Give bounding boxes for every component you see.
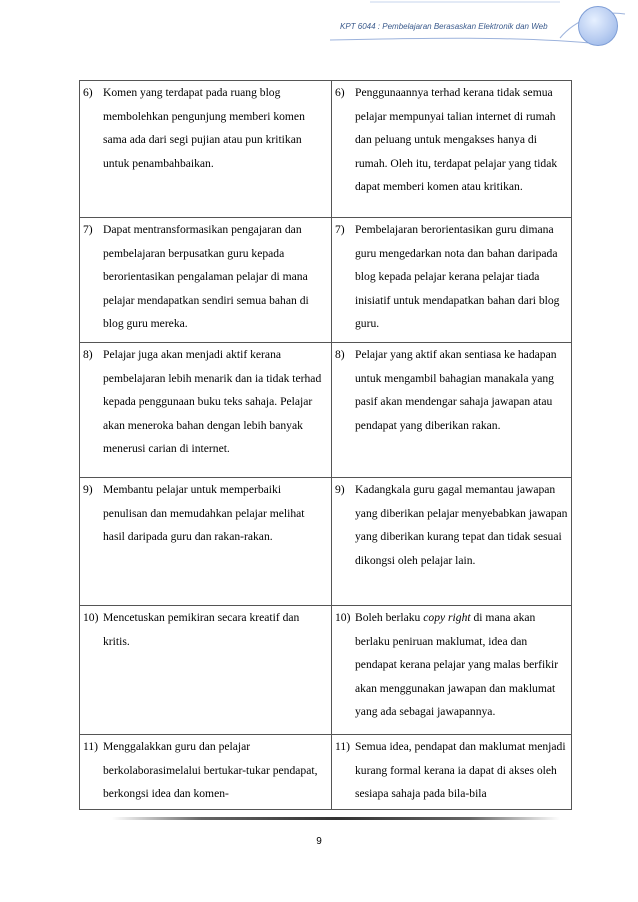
- table-row: [80, 218, 572, 343]
- item-text-part: di mana akan berlaku peniruan maklumat, idea dan pendapat kerana pelajar yang malas berfikir akan menggunakan jawapan dan maklumat yang ada sebagai jawapannya.: [355, 611, 559, 718]
- item-number: 8): [83, 348, 93, 361]
- table-row: [80, 735, 572, 810]
- table-cell-right: [332, 81, 572, 218]
- item-text: Dapat mentransformasikan pengajaran dan pembelajaran berpusatkan guru kepada berorientasikan pengalaman pelajar di mana pelajar mendapatkan sendiri semua bahan di blog guru mereka.: [103, 223, 309, 330]
- item-number: 11): [83, 740, 99, 753]
- table-cell-left: [80, 478, 332, 606]
- table-cell-left: [80, 343, 332, 478]
- item-number: 7): [335, 223, 345, 236]
- item-number: 9): [335, 483, 345, 496]
- item-text: Membantu pelajar untuk memperbaiki penulisan dan memudahkan pelajar melihat hasil daripada guru dan rakan-rakan.: [103, 483, 305, 543]
- item-number: 6): [335, 86, 345, 99]
- table-row: [80, 343, 572, 478]
- item-text: Semua idea, pendapat dan maklumat menjadi kurang formal kerana ia dapat di akses oleh sesiapa sahaja pada bila-bila: [355, 740, 566, 800]
- table-cell-right: [332, 735, 572, 810]
- comparison-table: [79, 80, 572, 810]
- item-text-part: Boleh berlaku: [355, 611, 424, 624]
- table-row: [80, 81, 572, 218]
- item-number: 7): [83, 223, 93, 236]
- document-header-title: KPT 6044 : Pembelajaran Berasaskan Elektronik dan Web: [340, 22, 548, 31]
- item-number: 6): [83, 86, 93, 99]
- item-text: Pembelajaran berorientasikan guru dimana guru mengedarkan nota dan bahan daripada blog kepada pelajar kerana pelajar tiada inisiatif untuk mendapatkan bahan dari blog guru.: [355, 223, 560, 330]
- item-text: Pelajar yang aktif akan sentiasa ke hadapan untuk mengambil bahagian manakala yang pasif akan mendengar sahaja jawapan atau pendapat yang diberikan rakan.: [355, 348, 557, 432]
- item-text: Kadangkala guru gagal memantau jawapan yang diberikan pelajar menyebabkan jawapan yang diberikan kurang tepat dan tidak sesuai dikongsi oleh pelajar lain.: [355, 483, 568, 567]
- table-cell-right: [332, 606, 572, 735]
- table-cell-left: [80, 81, 332, 218]
- table-row: [80, 478, 572, 606]
- table-cell-right: [332, 218, 572, 343]
- item-text: Komen yang terdapat pada ruang blog membolehkan pengunjung memberi komen sama ada dari segi pujian atau pun kritikan untuk penambahbaikan.: [103, 86, 305, 170]
- table-cell-left: [80, 735, 332, 810]
- item-text: Menggalakkan guru dan pelajar berkolaborasimelalui bertukar-tukar pendapat, berkongsi idea dan komen-: [103, 740, 318, 800]
- item-number: 10): [335, 611, 351, 624]
- item-text: Pelajar juga akan menjadi aktif kerana pembelajaran lebih menarik dan ia tidak terhad kepada penggunaan buku teks sahaja. Pelajar akan meneroka bahan dengan lebih banyak menerusi carian di internet.: [103, 348, 322, 455]
- item-text: Mencetuskan pemikiran secara kreatif dan kritis.: [103, 611, 300, 648]
- item-number: 9): [83, 483, 93, 496]
- item-number: 10): [83, 611, 99, 624]
- table-row: [80, 606, 572, 735]
- item-number: 11): [335, 740, 351, 753]
- header-circle-decoration: [578, 6, 618, 46]
- footer-divider: [112, 817, 560, 820]
- table-cell-right: [332, 478, 572, 606]
- copyright-italic-term: copy right: [423, 611, 471, 624]
- table-cell-right: [332, 343, 572, 478]
- item-text: [355, 606, 568, 724]
- page-number: 9: [316, 836, 322, 847]
- table-cell-left: [80, 218, 332, 343]
- item-number: 8): [335, 348, 345, 361]
- table-cell-left: [80, 606, 332, 735]
- item-text: Penggunaannya terhad kerana tidak semua pelajar mempunyai talian internet di rumah dan peluang untuk mengakses hanya di rumah. Oleh itu, terdapat pelajar yang tidak dapat memberi komen atau kritikan.: [355, 86, 558, 193]
